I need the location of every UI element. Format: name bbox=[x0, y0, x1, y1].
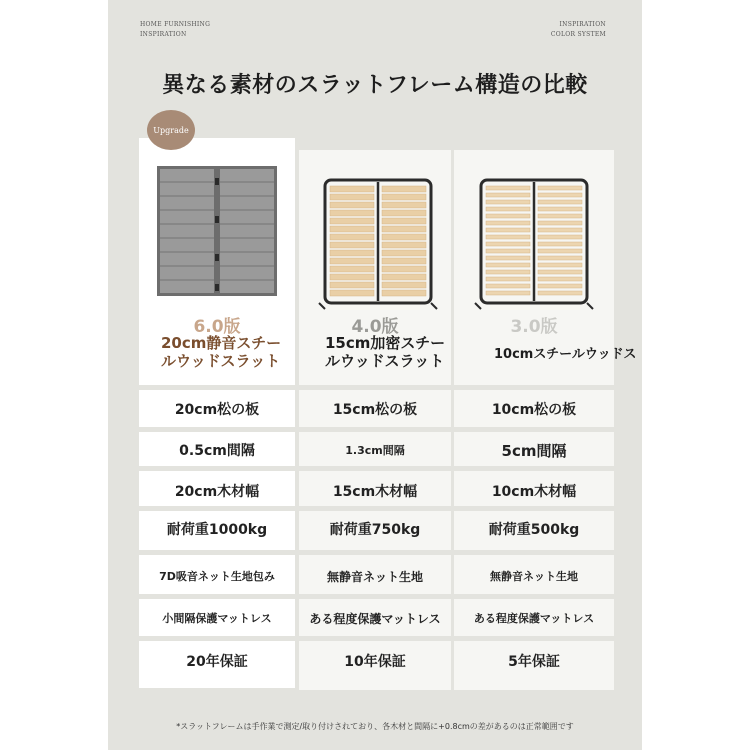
spec-load: 耐荷重1000kg bbox=[139, 511, 295, 547]
spec-load: 耐荷重750kg bbox=[299, 511, 451, 547]
version-label: 6.0版 bbox=[193, 317, 241, 337]
spec-mattress-protection: 小間隔保護マットレス bbox=[139, 600, 295, 636]
gray-steel-slat-icon bbox=[139, 148, 295, 298]
header-top-right: INSPIRATION COLOR SYSTEM bbox=[550, 21, 606, 38]
spec-fabric: 7D吸音ネット生地包み bbox=[139, 558, 295, 594]
spec-fabric: 無静音ネット生地 bbox=[454, 558, 614, 594]
spec-gap: 1.3cm間隔 bbox=[299, 432, 451, 468]
row-divider bbox=[139, 427, 614, 432]
version-label: 3.0版 bbox=[510, 317, 558, 337]
column-3-0 bbox=[454, 150, 637, 690]
product-name: 15cm加密スチー ルウッドスラット bbox=[325, 334, 446, 370]
comparison-poster bbox=[108, 0, 642, 750]
row-divider bbox=[139, 594, 614, 599]
spec-fabric: 無静音ネット生地 bbox=[299, 558, 451, 594]
row-divider bbox=[139, 466, 614, 471]
upgrade-badge: Upgrade bbox=[147, 110, 195, 150]
spec-mattress-protection: ある程度保護マットレス bbox=[299, 600, 451, 636]
spec-warranty: 20年保証 bbox=[139, 643, 295, 679]
spec-board-width: 20cm松の板 bbox=[139, 391, 295, 427]
steel-slat-frame-image bbox=[139, 148, 295, 278]
column-upgrade bbox=[139, 138, 295, 688]
spec-gap: 5cm間隔 bbox=[454, 432, 614, 468]
spec-mattress-protection: ある程度保護マットレス bbox=[454, 600, 614, 636]
row-divider bbox=[139, 506, 614, 511]
spec-load: 耐荷重500kg bbox=[454, 511, 614, 547]
sparse-wood-slat-frame-image bbox=[454, 160, 614, 290]
product-name: 20cm静音スチー ルウッドスラット bbox=[161, 334, 282, 370]
spec-warranty: 5年保証 bbox=[454, 643, 614, 679]
spec-board-width: 10cm松の板 bbox=[454, 391, 614, 427]
spec-wood-width: 10cm木材幅 bbox=[454, 473, 614, 509]
row-divider bbox=[139, 636, 614, 641]
footnote: *スラットフレームは手作業で測定/取り付けされており、各木材と間隔に+0.8cmの差があるのは正常範囲です bbox=[176, 722, 574, 731]
row-divider bbox=[139, 550, 614, 555]
spec-gap: 0.5cm間隔 bbox=[139, 432, 295, 468]
row-divider bbox=[139, 385, 614, 390]
dense-wood-slat-frame-image bbox=[299, 160, 451, 290]
version-label: 4.0版 bbox=[351, 317, 399, 337]
wood-slat-frame-icon bbox=[454, 160, 614, 310]
spec-wood-width: 15cm木材幅 bbox=[299, 473, 451, 509]
spec-warranty: 10年保証 bbox=[299, 643, 451, 679]
spec-wood-width: 20cm木材幅 bbox=[139, 473, 295, 509]
wood-slat-frame-icon bbox=[299, 160, 451, 310]
header-top-left: HOME FURNISHING INSPIRATION bbox=[140, 21, 211, 38]
product-name: 10cmスチールウッドス bbox=[494, 347, 637, 362]
column-4-0 bbox=[299, 150, 451, 690]
page-title: 異なる素材のスラットフレーム構造の比較 bbox=[162, 73, 588, 98]
spec-board-width: 15cm松の板 bbox=[299, 391, 451, 427]
